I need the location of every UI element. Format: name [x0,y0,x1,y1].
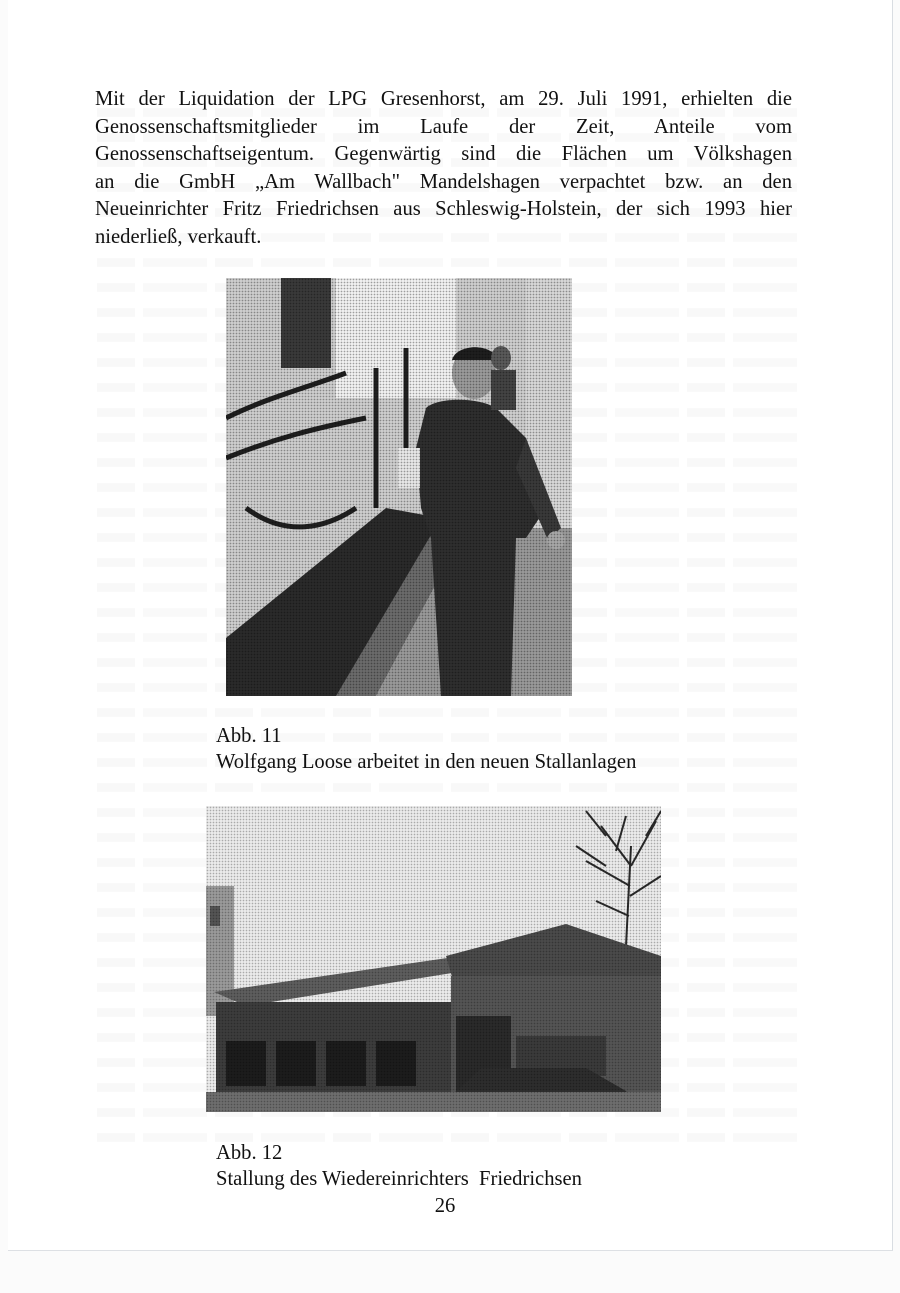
figure-11-number: Abb. 11 [216,725,282,747]
body-line: Mit der Liquidation der LPG Gresenhorst, am 29. Juli 1991, erhielten die [95,88,792,110]
photo-stable-building [206,806,661,1112]
photo-worker-drawing [226,278,572,696]
figure-12-number: Abb. 12 [216,1142,283,1164]
body-line: Genossenschaftseigentum. Gegenwärtig sind die Flächen um Völkshagen [95,143,792,165]
body-line: niederließ, verkauft. [95,225,262,248]
page-number: 26 [434,1195,456,1217]
figure-11-caption: Wolfgang Loose arbeitet in den neuen Stallanlagen [216,751,637,773]
body-paragraph [95,86,792,251]
body-line: an die GmbH „Am Wallbach" Mandelshagen verpachtet bzw. an den [95,170,792,193]
figure-12-caption: Stallung des Wiedereinrichters Friedrichsen [216,1168,582,1190]
photo-stable-drawing [206,806,661,1112]
body-line: Neueinrichter Fritz Friedrichsen aus Schleswig-Holstein, der sich 1993 hier [95,198,792,220]
photo-worker-in-stable [226,278,572,696]
body-line: Genossenschaftsmitglieder im Laufe der Zeit, Anteile vom [95,115,792,138]
